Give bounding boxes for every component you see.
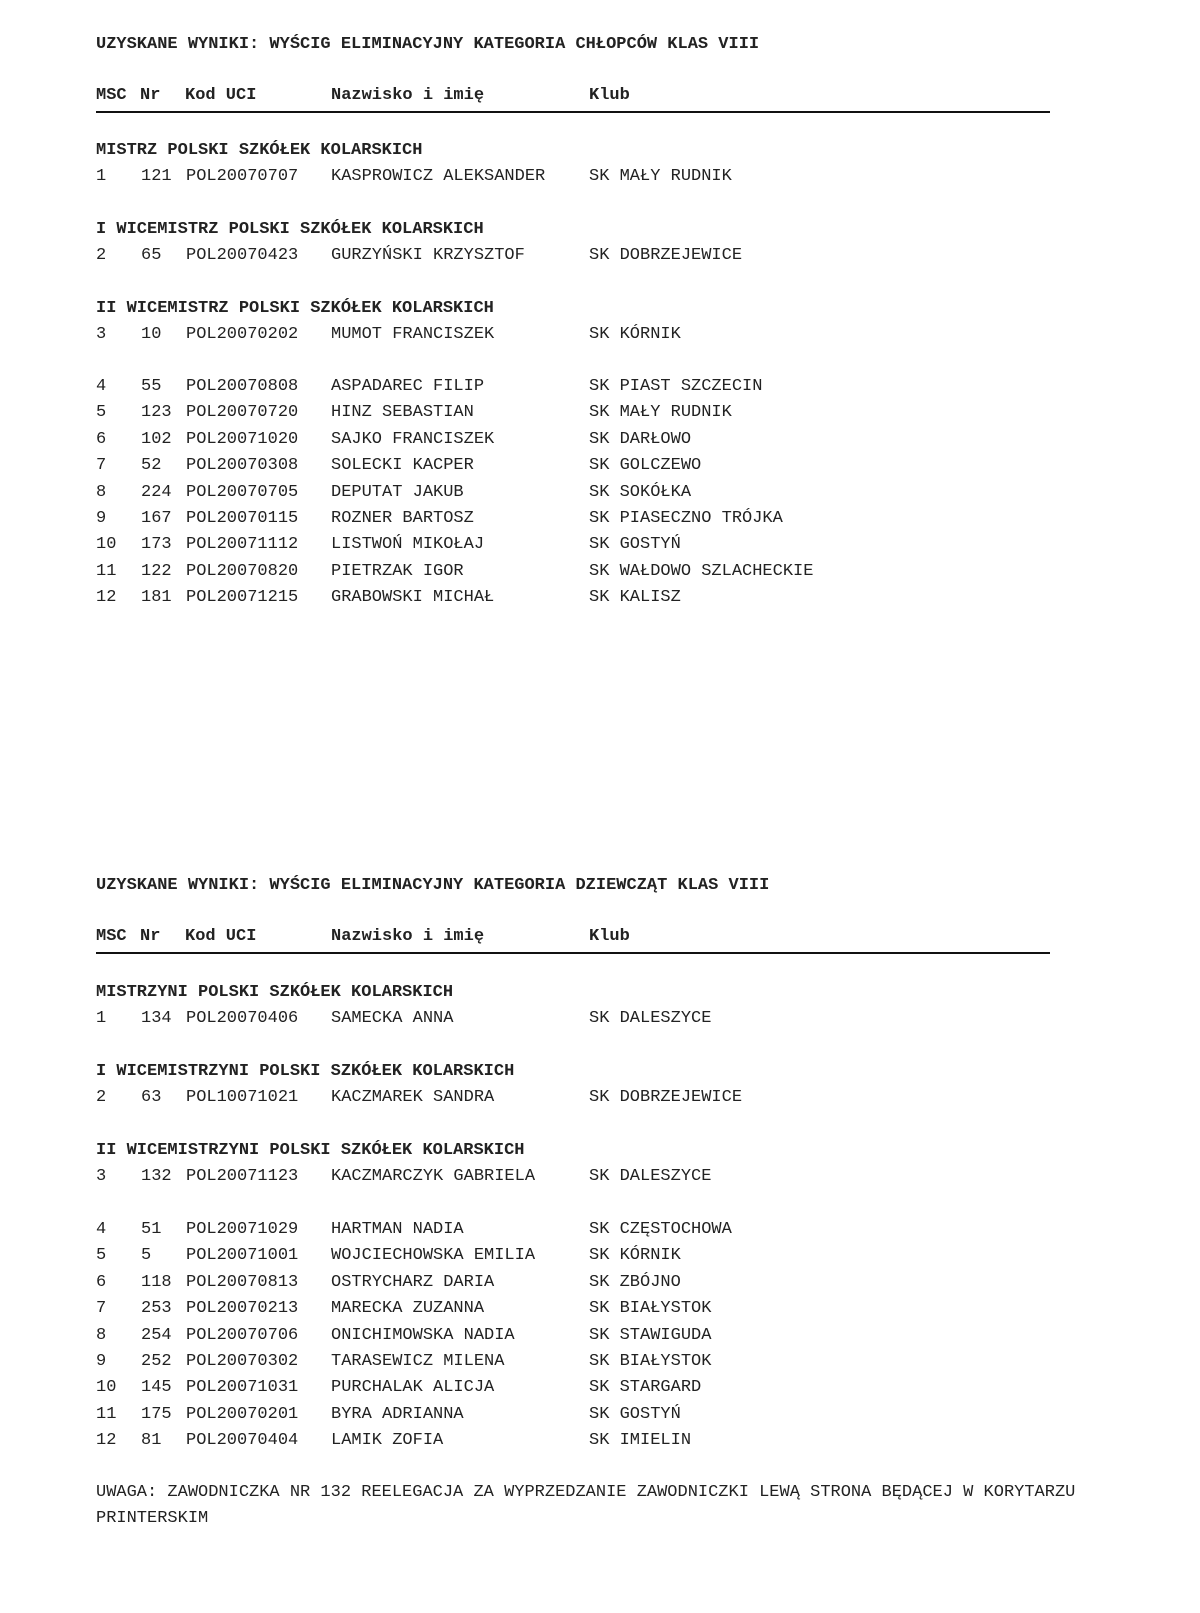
row-uci: POL20070720 [186, 403, 299, 423]
row-msc: 11 [96, 561, 117, 581]
girls-second-title: I WICEMISTRZYNI POLSKI SZKÓŁEK KOLARSKICH [96, 1062, 515, 1081]
row-name: SOLECKI KACPER [331, 456, 474, 476]
row-nr: 122 [141, 561, 172, 581]
row-nr: 121 [141, 167, 172, 186]
row-nr: 167 [141, 508, 172, 528]
result-row [96, 506, 1050, 532]
result-row [96, 1243, 1050, 1269]
row-name: MUMOT FRANCISZEK [331, 325, 495, 344]
row-msc: 12 [96, 1431, 117, 1451]
row-name: LISTWOŃ MIKOŁAJ [331, 535, 485, 555]
boys-champion-title: MISTRZ POLSKI SZKÓŁEK KOLARSKICH [96, 141, 423, 160]
row-msc: 9 [96, 1351, 107, 1371]
row-name: PURCHALAK ALICJA [331, 1378, 495, 1398]
girls-champion-group [96, 980, 1050, 1032]
row-club: SK KALISZ [589, 588, 681, 608]
column-header-name: Nazwisko i imię [331, 86, 485, 105]
result-row [96, 1375, 1050, 1401]
column-header-nr: Nr [140, 927, 161, 946]
result-row [96, 1006, 1050, 1032]
result-row [96, 1270, 1050, 1296]
boys-other-results [96, 374, 1050, 612]
row-nr: 123 [141, 403, 172, 423]
row-nr: 52 [141, 456, 162, 476]
column-header-nr: Nr [140, 86, 161, 105]
row-club: SK PIAST SZCZECIN [589, 377, 763, 396]
row-club: SK DALESZYCE [589, 1009, 712, 1028]
row-nr: 102 [141, 429, 172, 449]
column-header-name: Nazwisko i imię [331, 927, 485, 946]
remark-note: UWAGA: ZAWODNICZKA NR 132 REELEGACJA ZA WYPRZEDZANIE ZAWODNICZKI LEWĄ STRONA BĘDĄCEJ W KORYTARZU PRINTERSKIM [96, 1483, 1086, 1528]
row-msc: 4 [96, 1220, 107, 1239]
column-header-club: Klub [589, 86, 630, 105]
result-row [96, 585, 1050, 611]
row-msc: 5 [96, 403, 107, 423]
row-name: BYRA ADRIANNA [331, 1404, 464, 1424]
result-row [96, 322, 1050, 348]
column-header-msc: MSC [96, 927, 127, 946]
row-nr: 5 [141, 1246, 152, 1266]
row-uci: POL20071215 [186, 588, 299, 608]
boys-section-title: UZYSKANE WYNIKI: WYŚCIG ELIMINACYJNY KATEGORIA CHŁOPCÓW KLAS VIII [96, 35, 760, 54]
row-club: SK STAWIGUDA [589, 1325, 712, 1345]
row-msc: 7 [96, 1299, 107, 1319]
row-msc: 12 [96, 588, 117, 608]
row-nr: 252 [141, 1351, 172, 1371]
row-club: SK DALESZYCE [589, 1167, 712, 1186]
row-name: SAJKO FRANCISZEK [331, 429, 495, 449]
column-header-club: Klub [589, 927, 630, 946]
row-club: SK DARŁOWO [589, 429, 692, 449]
row-name: GURZYŃSKI KRZYSZTOF [331, 246, 525, 265]
boys-third-group [96, 296, 1050, 348]
row-name: HARTMAN NADIA [331, 1220, 464, 1239]
row-nr: 55 [141, 377, 162, 396]
row-nr: 175 [141, 1404, 172, 1424]
row-msc: 8 [96, 1325, 107, 1345]
result-row [96, 374, 1050, 400]
row-msc: 7 [96, 456, 107, 476]
row-uci: POL20070406 [186, 1009, 299, 1028]
row-msc: 10 [96, 535, 117, 555]
row-club: SK BIAŁYSTOK [589, 1299, 712, 1319]
girls-champion-title: MISTRZYNI POLSKI SZKÓŁEK KOLARSKICH [96, 983, 454, 1002]
row-uci: POL20070404 [186, 1431, 299, 1451]
row-msc: 5 [96, 1246, 107, 1266]
row-nr: 81 [141, 1431, 162, 1451]
row-uci: POL20070302 [186, 1351, 299, 1371]
result-row [96, 427, 1050, 453]
result-row [96, 532, 1050, 558]
girls-third-title: II WICEMISTRZYNI POLSKI SZKÓŁEK KOLARSKICH [96, 1141, 525, 1160]
row-club: SK CZĘSTOCHOWA [589, 1220, 732, 1239]
row-nr: 63 [141, 1088, 162, 1107]
row-uci: POL20071029 [186, 1220, 299, 1239]
row-club: SK GOSTYŃ [589, 1404, 681, 1424]
row-name: ROZNER BARTOSZ [331, 508, 474, 528]
row-msc: 2 [96, 1088, 107, 1107]
result-row [96, 164, 1050, 190]
row-msc: 3 [96, 325, 107, 344]
result-row [96, 453, 1050, 479]
result-row [96, 1296, 1050, 1322]
row-club: SK BIAŁYSTOK [589, 1351, 712, 1371]
row-club: SK IMIELIN [589, 1431, 692, 1451]
girls-results-section [96, 873, 1050, 954]
row-club: SK STARGARD [589, 1378, 702, 1398]
row-name: GRABOWSKI MICHAŁ [331, 588, 495, 608]
row-name: KASPROWICZ ALEKSANDER [331, 167, 546, 186]
row-nr: 145 [141, 1378, 172, 1398]
row-nr: 10 [141, 325, 162, 344]
column-header-uci: Kod UCI [185, 86, 257, 105]
row-uci: POL20070308 [186, 456, 299, 476]
result-row [96, 1323, 1050, 1349]
row-msc: 1 [96, 167, 107, 186]
row-nr: 118 [141, 1272, 172, 1292]
result-row [96, 1428, 1050, 1454]
row-uci: POL20070707 [186, 167, 299, 186]
row-name: HINZ SEBASTIAN [331, 403, 474, 423]
row-club: SK KÓRNIK [589, 325, 681, 344]
row-name: PIETRZAK IGOR [331, 561, 464, 581]
row-name: OSTRYCHARZ DARIA [331, 1272, 495, 1292]
row-nr: 253 [141, 1299, 172, 1319]
row-uci: POL20070115 [186, 508, 299, 528]
row-msc: 2 [96, 246, 107, 265]
row-name: LAMIK ZOFIA [331, 1431, 444, 1451]
row-uci: POL20071031 [186, 1378, 299, 1398]
row-club: SK DOBRZEJEWICE [589, 246, 743, 265]
girls-third-group [96, 1138, 1050, 1190]
row-club: SK MAŁY RUDNIK [589, 403, 732, 423]
girls-section-title: UZYSKANE WYNIKI: WYŚCIG ELIMINACYJNY KATEGORIA DZIEWCZĄT KLAS VIII [96, 876, 770, 895]
row-msc: 3 [96, 1167, 107, 1186]
row-msc: 6 [96, 1272, 107, 1292]
girls-other-results [96, 1217, 1050, 1455]
row-uci: POL20070813 [186, 1272, 299, 1292]
boys-second-title: I WICEMISTRZ POLSKI SZKÓŁEK KOLARSKICH [96, 220, 484, 239]
row-nr: 132 [141, 1167, 172, 1186]
row-uci: POL20070213 [186, 1299, 299, 1319]
row-uci: POL20070201 [186, 1404, 299, 1424]
row-msc: 8 [96, 482, 107, 502]
row-msc: 6 [96, 429, 107, 449]
row-uci: POL20071123 [186, 1167, 299, 1186]
row-uci: POL20071020 [186, 429, 299, 449]
result-row [96, 1085, 1050, 1111]
row-uci: POL20070705 [186, 482, 299, 502]
result-row [96, 243, 1050, 269]
row-uci: POL20071001 [186, 1246, 299, 1266]
row-club: SK ZBÓJNO [589, 1272, 681, 1292]
row-uci: POL20070706 [186, 1325, 299, 1345]
column-header-msc: MSC [96, 86, 127, 105]
row-club: SK GOSTYŃ [589, 535, 681, 555]
boys-third-title: II WICEMISTRZ POLSKI SZKÓŁEK KOLARSKICH [96, 299, 494, 318]
result-row [96, 1402, 1050, 1428]
row-club: SK MAŁY RUDNIK [589, 167, 732, 186]
row-nr: 181 [141, 588, 172, 608]
row-name: ASPADAREC FILIP [331, 377, 485, 396]
row-club: SK KÓRNIK [589, 1246, 681, 1266]
result-row [96, 559, 1050, 585]
result-row [96, 1349, 1050, 1375]
row-name: WOJCIECHOWSKA EMILIA [331, 1246, 536, 1266]
row-name: ONICHIMOWSKA NADIA [331, 1325, 515, 1345]
row-msc: 9 [96, 508, 107, 528]
result-row [96, 480, 1050, 506]
row-uci: POL20070820 [186, 561, 299, 581]
boys-second-group [96, 217, 1050, 269]
row-club: SK DOBRZEJEWICE [589, 1088, 743, 1107]
row-name: KACZMARCZYK GABRIELA [331, 1167, 536, 1186]
row-club: SK WAŁDOWO SZLACHECKIE [589, 561, 814, 581]
row-name: SAMECKA ANNA [331, 1009, 454, 1028]
row-uci: POL20070202 [186, 325, 299, 344]
row-msc: 4 [96, 377, 107, 396]
column-header-uci: Kod UCI [185, 927, 257, 946]
girls-column-header [96, 926, 1050, 954]
row-uci: POL20070423 [186, 246, 299, 265]
result-row [96, 1217, 1050, 1243]
row-nr: 51 [141, 1220, 162, 1239]
row-name: DEPUTAT JAKUB [331, 482, 464, 502]
row-club: SK GOLCZEWO [589, 456, 702, 476]
row-msc: 10 [96, 1378, 117, 1398]
row-nr: 173 [141, 535, 172, 555]
row-nr: 254 [141, 1325, 172, 1345]
result-row [96, 1164, 1050, 1190]
row-msc: 1 [96, 1009, 107, 1028]
boys-results-section [96, 32, 1050, 113]
row-club: SK PIASECZNO TRÓJKA [589, 508, 783, 528]
row-name: MARECKA ZUZANNA [331, 1299, 485, 1319]
row-uci: POL10071021 [186, 1088, 299, 1107]
row-name: KACZMAREK SANDRA [331, 1088, 495, 1107]
girls-second-group [96, 1059, 1050, 1111]
row-club: SK SOKÓŁKA [589, 482, 692, 502]
row-nr: 224 [141, 482, 172, 502]
result-row [96, 400, 1050, 426]
row-uci: POL20070808 [186, 377, 299, 396]
row-name: TARASEWICZ MILENA [331, 1351, 505, 1371]
boys-column-header [96, 85, 1050, 113]
row-nr: 65 [141, 246, 162, 265]
boys-champion-group [96, 138, 1050, 190]
row-msc: 11 [96, 1404, 117, 1424]
row-uci: POL20071112 [186, 535, 299, 555]
row-nr: 134 [141, 1009, 172, 1028]
